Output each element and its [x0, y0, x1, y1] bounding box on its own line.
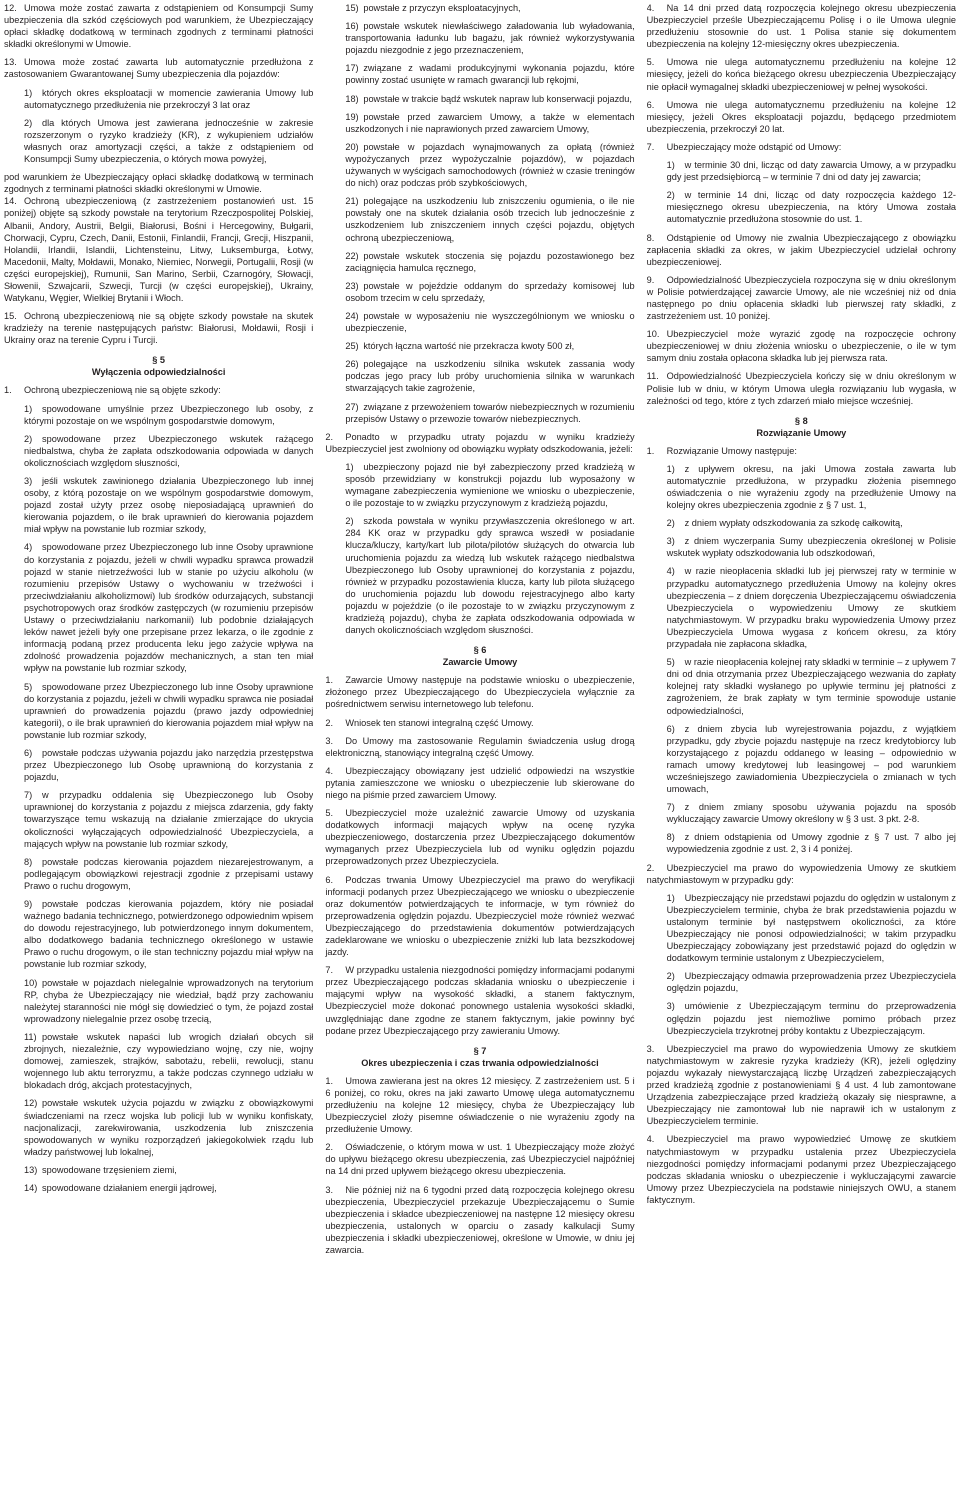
item-number: 25) [345, 341, 359, 352]
paragraph-number: 5. [646, 57, 655, 68]
numbered-paragraph [325, 1141, 634, 1177]
paragraph-text: Umowa może zostać zawarta lub automatycznie przedłużona z zastosowaniem Gwarantowanej Sumy ubezpieczenia dla pojazdów: [4, 57, 314, 80]
paragraph-number: 4. [325, 765, 333, 776]
paragraph-number: 1. [4, 385, 12, 396]
numbered-paragraph [325, 964, 634, 1037]
paragraph-8 [647, 232, 956, 268]
item-text: powstałe wskutek napaści lub wrogich działań obcych sił zbrojnych, niezależnie, czy wypowiedziano wojnę, czy nie, wojny domowej, zamieszek, strajków, sabotażu, rebelii, rewolucji, stanu wojennego lub aktu terroryzmu, a także podczas czynnego udziału w blokadach dróg, akcjach protestacyjnych, [24, 1031, 314, 1091]
paragraph-number: 1. [325, 675, 333, 686]
paragraph-6 [647, 99, 956, 135]
section-heading-6 [325, 644, 634, 668]
list-item [24, 433, 313, 469]
paragraph-text: Ochroną ubezpieczeniową nie są objęte szkody powstałe na skutek kradzieży na terenie następujących państw: Białorusi, Mołdawii, Rosji i Ukrainy oraz na terenie Cypru i Turcji. [4, 311, 314, 346]
paragraph-number: 2. [325, 431, 333, 442]
list-item [24, 403, 313, 427]
paragraph-continuation: pod warunkiem że Ubezpieczający opłaci składkę dodatkową w terminach zgodnych z terminami płatności składki określonymi w Umowie. [4, 172, 314, 195]
paragraph-text: Odpowiedzialność Ubezpieczyciela rozpoczyna się w dniu określonym w Polisie potwierdzającej zawarcie Umowy, ale nie wcześniej niż od dnia następnego po dniu opłacenia składki lub pierwszej raty składki, z zastrzeżeniem ust. 10 poniżej. [646, 274, 956, 322]
section-number: § 6 [473, 645, 487, 656]
list-item [345, 340, 634, 352]
item-text: Ubezpieczający nie przedstawi pojazdu do oględzin w ustalonym z Ubezpieczycielem terminie, chyba że brak przedstawienia pojazdu w ustalonym terminie był następstwem okoliczności, za które Ubezpieczający nie ponosi odpowiedzialności; w takim przypadku Ubezpieczający zobowiązany jest przedstawić pojazd do oględzin w dodatkowym terminie ustalonym z Ubezpieczycielem, [666, 892, 956, 964]
item-number: 20) [345, 141, 359, 152]
item-number: 13) [24, 1164, 38, 1175]
list-item [345, 310, 634, 334]
section-number: § 7 [473, 1045, 487, 1056]
paragraph-number: 2. [325, 717, 333, 728]
paragraph-text: Ubezpieczający może odstąpić od Umowy: [666, 141, 842, 152]
item-text: z dniem zbycia lub wyrejestrowania pojazdu, z wyjątkiem przypadku, gdy zbycie pojazdu następuje na rzecz kredytobiorcy lub korzystającego z pojazdu oddanego w leasing – odpowiednio w ramach umowy kredytowej lub leasingowej – pod warunkiem wcześniejszego zawiadomienia Ubezpieczyciela o zmianach w tych umowach, [666, 723, 956, 795]
paragraph-text: Ubezpieczyciel ma prawo do wypowiedzenia Umowy ze skutkiem natychmiastowym w przypadku gdy: [646, 862, 956, 885]
item-text: powstałe wskutek stoczenia się pojazdu pozostawionego bez zaciągnięcia hamulca ręcznego, [345, 250, 635, 273]
item-number: 7) [666, 802, 675, 813]
list-item [24, 1182, 313, 1194]
paragraph-number: 3. [325, 735, 333, 746]
paragraph-number: 15. [4, 311, 17, 322]
item-text: polegające na uszkodzeniu silnika wskutek zassania wody podczas jego pracy lub próby uruchomienia silnika w warunkach stwarzających takie zagrożenie, [345, 359, 635, 394]
paragraph-text: Ubezpieczyciel ma prawo do wypowiedzenia Umowy ze skutkiem natychmiastowym w zakresie ryzyka kradzieży (KR), jeżeli oględziny pojazdu wykazały niewystarczającą liczbę Urządzeń zabezpieczających przed kradzieżą zgodnie z postanowieniami § 4 ust. 4 lub zamontowane Urządzenia zabezpieczające przed kradzieżą okazały się niesprawne, a Ubezpieczający nie zamontował lub nie naprawił ich w ustalonym z Ubezpieczycielem terminie. [646, 1043, 956, 1127]
item-number: 5) [24, 681, 33, 692]
list-item [667, 970, 956, 994]
paragraph-text: Rozwiązanie Umowy następuje: [666, 445, 797, 456]
item-number: 3) [666, 1001, 675, 1012]
item-number: 6) [24, 747, 33, 758]
item-text: spowodowane działaniem energii jądrowej, [42, 1182, 217, 1193]
item-number: 21) [345, 196, 359, 207]
paragraph-number: 3. [325, 1184, 333, 1195]
list-item [667, 463, 956, 511]
list-item [24, 541, 313, 674]
item-number: 2) [666, 971, 675, 982]
item-number: 24) [345, 310, 359, 321]
section-heading-5 [4, 354, 313, 378]
item-text: Ubezpieczający odmawia przeprowadzenia przez Ubezpieczyciela oględzin pojazdu, [666, 971, 956, 994]
item-text: polegające na uszkodzeniu lub zniszczeniu ogumienia, o ile nie powstały one na skutek działania osób trzecich lub jednocześnie z uszkodzeniem lub zniszczeniem innych części pojazdu, objętych ochroną ubezpieczeniową, [345, 196, 635, 243]
item-text: w terminie 30 dni, licząc od daty zawarcia Umowy, a w przypadku gdy jest przedsiębiorcą – w terminie 7 dni od daty jej zawarcia; [666, 160, 956, 183]
paragraph-number: 6. [646, 99, 655, 110]
list-item [24, 856, 313, 892]
item-number: 16) [345, 21, 359, 32]
list-item [667, 517, 956, 529]
list-item [345, 20, 634, 56]
paragraph-13 [4, 56, 313, 80]
list-item [345, 62, 634, 86]
item-text: powstałe w trakcie bądź wskutek napraw lub konserwacji pojazdu, [363, 93, 632, 104]
item-text: jeśli wskutek zawinionego działania Ubezpieczonego lub innej osoby, z którą pozostaje on we wspólnym gospodarstwie domowym, pojazd został użyty przez osobę nieposiadającą uprawnień do kierowania pojazdem, o ile brak uprawnień do kierowania pojazdem miał wpływ na powstanie lub rozmiar szkody, [24, 476, 314, 535]
item-text: powstałe w pojazdach nielegalnie wprowadzonych na terytorium RP, chyba że Ubezpieczający nie wiedział, bądź przy zachowaniu należytej staranności nie mógł się dowiedzieć o tym, że pojazd został wprowadzony nielegalnie przez osobę trzecią, [24, 977, 314, 1024]
item-text: powstałe z przyczyn eksploatacyjnych, [363, 3, 521, 13]
item-number: 11) [24, 1031, 37, 1042]
numbered-paragraph [325, 1184, 634, 1257]
list-item [345, 358, 634, 394]
item-text: dla których Umowa jest zawierana jednocześnie w zakresie rozszerzonym o ryzyko kradzieży (KR), z wykupieniem udziałów własnych oraz amortyzacji części, a także z odstąpieniem od Konsumpcji Sumy ubezpieczenia, o których mowa powyżej, [24, 117, 314, 165]
paragraph-text: Umowa zawierana jest na okres 12 miesięcy. Z zastrzeżeniem ust. 5 i 6 poniżej, co roku, okres na jaki zawarto Umowę ulega automatycznemu przedłużeniu na kolejne 12 miesięcy, chyba że Ubezpieczający lub Ubezpieczyciel złoży pisemne oświadczenie o nie wyrażeniu zgody na przedłużenie Umowy. [325, 1075, 635, 1135]
list-item [667, 535, 956, 559]
paragraph-9 [647, 274, 956, 322]
item-number: 9) [24, 899, 33, 909]
list-item [345, 111, 634, 135]
list-item [667, 189, 956, 225]
item-number: 27) [345, 401, 359, 412]
paragraph-number: 6. [325, 874, 333, 885]
paragraph-number: 11. [646, 371, 659, 382]
paragraph-5 [647, 56, 956, 92]
list-item [345, 93, 634, 105]
item-text: w razie nieopłacenia składki lub jej pierwszej raty w terminie w przypadku automatycznego przedłużenia Umowy na kolejny okres ubezpieczenia – z dniem doręczenia Ubezpieczającemu oświadczenia Ubezpieczyciela o wypowiedzeniu Umowy ze skutkiem natychmiastowym. W przypadku braku wypowiedzenia Umowy przez Ubezpieczyciela Umowa wygasa z końcem okresu, za który przypadała nie zapłacona składka, [666, 566, 956, 650]
item-text: powstałe w pojeździe oddanym do sprzedaży komisowej lub osobom trzecim w celu sprzedaży, [345, 280, 635, 303]
paragraph-text: Ubezpieczyciel może wyrazić zgodę na rozpoczęcie ochrony ubezpieczeniowej w dniu złożenia wniosku o ubezpieczenie, o ile w tym samym dniu została opłacona składka lub jej pierwsza rata. [646, 329, 956, 364]
column-2 [325, 2, 634, 1497]
paragraph-number: 8. [646, 232, 655, 243]
item-text: spowodowane przez Ubezpieczonego wskutek rażącego niedbalstwa, chyba że zapłata odszkodowania odpowiada w danych okolicznościach względom słuszności, [24, 433, 314, 468]
item-number: 8) [666, 832, 675, 843]
list-item [24, 475, 313, 535]
item-text: których łączna wartość nie przekracza kwoty 500 zł, [363, 341, 575, 352]
item-number: 1) [666, 160, 675, 171]
list-item [345, 250, 634, 274]
numbered-paragraph [325, 674, 634, 710]
exclusions-list [4, 403, 313, 1195]
item-number: 1) [24, 87, 33, 98]
list-item [345, 141, 634, 189]
item-text: z dniem odstąpienia od Umowy zgodnie z § 7 ust. 7 albo jej wypowiedzenia zgodnie z ust. 2, 3 i 4 poniżej. [666, 832, 956, 855]
paragraph-text: Ubezpieczyciel ma prawo wypowiedzieć Umowę ze skutkiem natychmiastowym w przypadku ustalenia przez Ubezpieczyciela niezgodności pomiędzy informacjami podanymi przez Ubezpieczającego podczas składania wniosku o ubezpieczenie i wykluczającymi zawarcie Umowy przez Ubezpieczyciela na podstawie niniejszych OWU, a stanem faktycznym. [646, 1134, 956, 1205]
item-text: powstałe wskutek użycia pojazdu w związku z obowiązkowymi świadczeniami na rzecz wojska lub policji lub w wyniku konfiskaty, nacjonalizacji, zarekwirowania, uszkodzenia lub zniszczenia spowodowanych w wyniku rozporządzeń jakiegokolwiek rządu lub władzy państwowej lub lokalnej, [24, 1098, 314, 1157]
item-number: 7) [24, 790, 33, 801]
paragraph-text: Ponadto w przypadku utraty pojazdu w wyniku kradzieży Ubezpieczyciel jest zwolniony od obowiązku wypłaty odszkodowania, jeżeli: [325, 431, 635, 454]
item-number: 18) [345, 93, 359, 104]
list-item [667, 831, 956, 855]
numbered-paragraph [325, 735, 634, 759]
paragraph-2 [325, 431, 634, 455]
item-text: których okres eksploatacji w momencie zawierania Umowy lub automatycznego przedłużenia nie przekroczył 3 lat oraz [24, 87, 314, 110]
item-number: 4) [24, 542, 33, 553]
item-number: 14) [24, 1182, 38, 1193]
paragraph-text: Na 14 dni przed datą rozpoczęcia kolejnego okresu ubezpieczenia Ubezpieczyciel prześle Ubezpieczającemu Polisę i o ile Umowa ulegnie przedłużeniu stosownie do ust. 1 Polisa stanie się dokumentem ubezpieczenia na kolejny 12-miesięczny okres ubezpieczenia. [646, 3, 956, 50]
item-number: 1) [24, 403, 33, 414]
item-text: szkoda powstała w wyniku przywłaszczenia określonego w art. 284 KK oraz w przypadku gdy sprawca wszedł w posiadanie klucza/kluczy, karty/kart lub pilota/pilotów służących do otwarcia lub uruchomienia pojazdu za wiedzą lub wskutek rażącego niedbalstwa Ubezpieczonego lub Osoby uprawnionej do korzystania z pojazdu, również w przypadku pozostawienia klucza, karty lub pilota służącego do uruchomienia pojazdu lub dowodu rejestracyjnego albo karty pojazdu w pojeździe (o ile pozostaje to w związku przyczynowym z kradzieżą pojazdu), chyba że zapłata odszkodowania odpowiada w danych okolicznościach względom słuszności. [345, 516, 635, 636]
item-text: z dniem wypłaty odszkodowania za szkodę całkowitą, [684, 518, 903, 529]
item-text: spowodowane trzęsieniem ziemi, [42, 1164, 177, 1175]
item-number: 1) [666, 892, 675, 903]
list-item [667, 159, 956, 183]
list-item [667, 801, 956, 825]
paragraph-number: 7. [646, 141, 655, 152]
item-number: 2) [345, 516, 354, 527]
list-item [24, 1097, 313, 1157]
item-number: 3) [666, 536, 675, 547]
paragraph-number: 1. [325, 1075, 333, 1086]
item-text: spowodowane przez Ubezpieczonego lub inne Osoby uprawnione do korzystania z pojazdu, jeżeli w chwili wypadku sprawca prowadził pojazd w stanie nietrzeźwości lub w stanie po użyciu alkoholu (w rozumieniu przepisów Ustawy o wychowaniu w trzeźwości i przeciwdziałaniu alkoholizmowi) lub środków odurzających, substancji psychotropowych oraz środków zastępczych (w rozumieniu przepisów Ustawy o przeciwdziałaniu narkomanii) lub podobnie działających leków nawet jeżeli były one przepisane przez lekarza, o ile zgodnie z informacją podaną przez producenta leku jego zażycie wpływa na zdolność prowadzenia pojazdów mechanicznych, a stan ten miał wpływ na powstanie lub rozmiar szkody, [24, 542, 314, 674]
item-text: związane z przewożeniem towarów niebezpiecznych w rozumieniu przepisów Ustawy o przewozie towarów niebezpiecznych. [345, 401, 635, 424]
list-item [24, 87, 313, 111]
item-text: powstałe wskutek niewłaściwego załadowania lub wyładowania, transportowania ładunku lub bagażu, jak również wykorzystywania pojazdu niezgodnie z jego przeznaczeniem, [345, 21, 635, 56]
section-title: Rozwiązanie Umowy [756, 427, 847, 438]
item-number: 1) [666, 463, 675, 474]
paragraph-text: Umowa nie ulega automatycznemu przedłużeniu na kolejne 12 miesięcy, jeżeli Okres eksploatacji pojazdu, będącego przedmiotem ubezpieczenia, przekroczył 20 lat. [646, 99, 956, 134]
paragraph-text: Ubezpieczyciel może uzależnić zawarcie Umowy od uzyskania dodatkowych informacji mających wpływ na ocenę ryzyka ubezpieczeniowego, dostarczenia przez Ubezpieczającego dokumentów wymaganych przez Ubezpieczyciela lub od wyniku oględzin pojazdu przeprowadzonych przez Ubezpieczyciela. [325, 808, 635, 867]
item-text: spowodowane umyślnie przez Ubezpieczonego lub osoby, z którymi pozostaje on we wspólnym gospodarstwie domowym, [24, 403, 314, 426]
termination-list [647, 463, 956, 856]
paragraph-number: 4. [646, 1134, 655, 1145]
item-number: 6) [666, 723, 675, 734]
paragraph-text: W przypadku ustalenia niezgodności pomiędzy informacjami podanymi przez Ubezpieczającego podczas składania wniosku o ubezpieczenie i mającymi wpływ na wysokość składki, a stanem faktycznym, Ubezpieczyciel może dokonać ponownego ustalenia wysokości składki, uwzględniając dane zgodne ze stanem faktycznym, jakie powinny być podane przez Ubezpieczającego przy zawieraniu Umowy. [325, 965, 635, 1036]
list-item [667, 1000, 956, 1036]
paragraph-text: Do Umowy ma zastosowanie Regulamin świadczenia usług drogą elektroniczną, stanowiący integralną część Umowy. [325, 735, 635, 758]
paragraph-number: 4. [646, 3, 655, 13]
paragraph-text: Ochroną ubezpieczeniową nie są objęte szkody: [24, 385, 221, 396]
paragraph-text: Ochroną ubezpieczeniową (z zastrzeżeniem postanowień ust. 15 poniżej) objęte są szkody powstałe na terytorium Rzeczpospolitej Polskiej, Albanii, Andory, Austrii, Belgii, Białorusi, Bośni i Hercegowiny, Bułgarii, Chorwacji, Cypru, Czech, Danii, Estonii, Finlandii, Francji, Grecji, Hiszpanii, Holandii, Irlandii, Islandii, Lichtensteinu, Litwy, Luksemburga, Łotwy, Macedonii, Malty, Mołdawii, Monako, Niemiec, Norwegii, Portugalii, Rosji (w części europejskiej), Rumunii, San Marino, Serbii, Czarnogóry, Słowacji, Słowenii, Szwajcarii, Szwecji, Turcji (w części europejskiej), Ukrainy, Watykanu, Węgier, Wielkiej Brytanii i Włoch. [4, 196, 314, 304]
list-item [24, 977, 313, 1025]
paragraph-7 [647, 141, 956, 153]
item-text: z dniem wyczerpania Sumy ubezpieczenia określonej w Polisie wskutek wypłaty odszkodowania lub odszkodowań, [666, 536, 956, 559]
item-number: 2) [666, 518, 675, 529]
notice-list [647, 892, 956, 1037]
paragraph-1 [647, 445, 956, 457]
item-text: z upływem okresu, na jaki Umowa została zawarta lub automatycznie przedłużona, w przypadku złożenia pisemnego oświadczenia o nie wyrażeniu zgody na przedłużenie Umowy na kolejny okres ubezpieczenia zgodnie z § 7 ust. 1, [666, 463, 956, 511]
paragraph-15 [4, 310, 313, 346]
item-number: 4) [666, 566, 675, 577]
item-number: 22) [345, 250, 359, 261]
paragraph-number: 10. [646, 329, 660, 340]
item-text: w terminie 14 dni, licząc od daty rozpoczęcia każdego 12-miesięcznego okresu ubezpieczenia, na który Umowa została automatycznie przedłużona stosownie do ust. 1. [666, 190, 956, 225]
paragraph-text: Wniosek ten stanowi integralną część Umowy. [345, 717, 534, 728]
paragraph-14 [4, 195, 313, 304]
paragraph-text: Umowa nie ulega automatycznemu przedłużeniu na kolejne 12 miesięcy, jeżeli do końca bieżącego okresu ubezpieczenia Ubezpieczający nie opłacił wymagalnej składki ubezpieczeniowej w pełnej wysokości. [646, 57, 956, 92]
list-item [24, 117, 313, 165]
paragraph-number: 7. [325, 965, 333, 976]
paragraph-number: 5. [325, 808, 333, 819]
section-7-paragraphs [325, 1075, 634, 1256]
item-text: w przypadku oddalenia się Ubezpieczonego lub Osoby uprawnionej do korzystania z pojazdu z miejsca zdarzenia, gdy fakty towarzyszące temu wskazują na działanie zmierzające do ukrycia okoliczności wyłączających odpowiedzialność Ubezpieczyciela, a mających wpływ na powstanie lub rozmiar szkody, [24, 790, 314, 849]
list-item [667, 565, 956, 650]
item-number: 23) [345, 280, 359, 291]
section-title: Okres ubezpieczenia i czas trwania odpowiedzialności [361, 1057, 599, 1068]
list-item [24, 898, 313, 971]
paragraph-text: Nie później niż na 6 tygodni przed datą rozpoczęcia kolejnego okresu ubezpieczenia, Ubezpieczyciel przekazuje Ubezpieczającemu o Sumie ubezpieczenia i składce ubezpieczeniowej na następne 12 miesięcy okresu ubezpieczenia, ustalonych w oparciu o zasady kalkulacji Sumy ubezpieczenia i składki ubezpieczeniowej, określone w Umowie, w dniu jej zawarcia. [325, 1184, 635, 1255]
numbered-paragraph [325, 807, 634, 867]
numbered-paragraph [325, 765, 634, 801]
list-item [24, 681, 313, 741]
item-text: powstałe w wyposażeniu nie wyszczególnionym we wniosku o ubezpieczenie, [345, 310, 635, 334]
paragraph-text: Odpowiedzialność Ubezpieczyciela kończy się w dniu określonym w Polisie lub w dniu, w którym Umowa uległa rozwiązaniu lub wygasła, w zależności od tego, które z tych zdarzeń miało miejsce wcześniej. [646, 371, 956, 406]
paragraph-text: Podczas trwania Umowy Ubezpieczyciel ma prawo do weryfikacji informacji podanych przez Ubezpieczającego we wniosku o ubezpieczenie oraz dokumentów potwierdzających te informacje, w tym również do przeprowadzenia oględzin pojazdu. Ubezpieczyciel może również wezwać Ubezpieczającego do przedstawienia dokumentów potwierdzających zadeklarowane we wniosku o ubezpieczenie zniżki lub lata bezszkodowej jazdy. [325, 874, 635, 958]
paragraph-11 [647, 370, 956, 406]
item-number: 2) [24, 117, 33, 128]
numbered-paragraph [325, 1075, 634, 1135]
item-number: 8) [24, 856, 33, 867]
item-number: 19) [345, 111, 359, 122]
item-text: powstałe podczas kierowania pojazdem niezarejestrowanym, a podlegającym obowiązkowi rejestracji zgodnie z przepisami ustawy Prawo o ruchu drogowym, [24, 856, 314, 891]
exclusions-list-continued [325, 2, 634, 425]
paragraph-number: 13. [4, 57, 17, 68]
item-text: ubezpieczony pojazd nie był zabezpieczony przed kradzieżą w sposób przewidziany w konstrukcji pojazdu lub wyposażony w wymagane zabezpieczenia wymienione we wniosku o ubezpieczenie, o ile pozostaje to w związku przyczynowym z kradzieżą pojazdu, [345, 461, 635, 509]
paragraph-text: Umowa może zostać zawarta z odstąpieniem od Konsumpcji Sumy ubezpieczenia dla szkód częściowych pod warunkiem, że Ubezpieczający opłaci składkę dodatkową w terminach zgodnych z terminami płatności składki określonymi w Umowie. [4, 3, 314, 50]
list-item [345, 280, 634, 304]
list-item [667, 723, 956, 796]
item-text: powstałe podczas kierowania pojazdem, który nie posiadał ważnego badania technicznego, potwierdzonego odpowiednim wpisem do dowodu rejestracyjnego, lub potwierdzonego innym dokumentem, albo dodatkowego badania technicznego określonego w ustawie Prawo o ruchu drogowym, o ile stan techniczny pojazdu miał wpływ na powstanie lub rozmiar szkody, [24, 899, 314, 970]
item-text: związane z wadami produkcyjnymi wykonania pojazdu, które powinny zostać usunięte w ramach gwarancji lub rękojmi, [345, 63, 635, 86]
section-title: Wyłączenia odpowiedzialności [91, 367, 226, 378]
list-item [345, 515, 634, 636]
item-number: 12) [24, 1098, 38, 1109]
paragraph-number: 1. [646, 445, 655, 456]
list-item [345, 195, 634, 243]
item-number: 15) [345, 3, 359, 13]
paragraph-number: 14. [4, 196, 17, 207]
item-number: 5) [666, 657, 675, 668]
paragraph-number: 2. [325, 1142, 333, 1153]
list-item [667, 656, 956, 716]
item-text: spowodowane przez Ubezpieczonego lub inne Osoby uprawnione do korzystania z pojazdu, jeżeli w chwili wypadku sprawca nie posiadał uprawnień do prowadzenia pojazdu (prawo jazdy odpowiedniej kategorii), o ile brak uprawnień do kierowania pojazdem miał wpływ na powstanie lub rozmiar szkody, [24, 681, 314, 740]
item-number: 1) [345, 461, 354, 472]
paragraph-1 [4, 384, 313, 396]
section-heading-8 [647, 415, 956, 439]
section-number: § 8 [794, 415, 808, 426]
paragraph-text: Odstąpienie od Umowy nie zwalnia Ubezpieczającego z obowiązku zapłacenia składki za okres, w jakim Ubezpieczyciel udzielał ochrony ubezpieczeniowej. [646, 232, 956, 267]
paragraph-3 [647, 1043, 956, 1128]
item-text: w razie nieopłacenia kolejnej raty składki w terminie – z upływem 7 dni od dnia otrzymania przez Ubezpieczającego wezwania do zapłaty kolejnej raty składki wysłanego po upływie terminu jej płatności z zagrożeniem, że brak zapłaty w tym terminie spowoduje ustanie odpowiedzialności, [666, 657, 956, 716]
item-number: 26) [345, 359, 359, 370]
list-item [345, 2, 634, 14]
list-item [345, 461, 634, 509]
list-item [24, 1164, 313, 1176]
list-item [667, 892, 956, 965]
item-text: powstałe podczas używania pojazdu jako narzędzia przestępstwa przez Ubezpieczonego lub Osobę uprawnioną do korzystania z pojazdu, [24, 747, 314, 783]
list-item [24, 789, 313, 849]
numbered-paragraph [325, 874, 634, 959]
item-text: powstałe przed zawarciem Umowy, a także w elementach uszkodzonych i nie naprawionych przed zawarciem Umowy, [345, 111, 635, 134]
section-number: § 5 [152, 355, 166, 366]
paragraph-4 [647, 2, 956, 50]
list-item [24, 747, 313, 783]
list-item [24, 1031, 313, 1091]
item-text: umówienie z Ubezpieczającym terminu do przeprowadzenia oględzin pojazdu jest niemożliwe pomimo próbach przez Ubezpieczyciela trzykrotnej próby kontaktu z Ubezpieczającym. [666, 1001, 956, 1036]
numbered-paragraph [325, 717, 634, 729]
paragraph-text: Ubezpieczający obowiązany jest udzielić odpowiedzi na wszystkie pytania zamieszczone we wniosku o ubezpieczenie lub skierowane do niego na piśmie przed zawarciem Umowy. [325, 765, 635, 800]
paragraph-2 [647, 862, 956, 886]
item-number: 2) [666, 190, 675, 201]
section-title: Zawarcie Umowy [442, 657, 518, 668]
item-number: 2) [24, 433, 33, 444]
section-6-paragraphs [325, 674, 634, 1037]
item-text: z dniem zmiany sposobu używania pojazdu na sposób wykluczający zawarcie Umowy określony w § 3 ust. 3 pkt. 2-8. [666, 802, 956, 825]
paragraph-number: 2. [646, 862, 655, 873]
paragraph-4 [647, 1133, 956, 1206]
paragraph-number: 9. [646, 274, 655, 285]
item-number: 10) [24, 977, 38, 988]
item-text: powstałe w pojazdach wynajmowanych za opłatą (również wypożyczanych przez wypożyczalnie pojazdów), w pojazdach używanych w wyścigach samochodowych (również w czasie treningów do nich) oraz podczas prób szybkościowych, [345, 141, 635, 189]
paragraph-10 [647, 328, 956, 364]
list-item [345, 401, 634, 425]
paragraph-number: 12. [4, 3, 17, 13]
section-heading-7 [325, 1045, 634, 1069]
paragraph-text: Oświadczenie, o którym mowa w ust. 1 Ubezpieczający może złożyć do upływu bieżącego okresu ubezpieczenia, zaś Ubezpieczyciel najpóźniej na 14 dni przed upływem bieżącego okresu ubezpieczenia. [325, 1142, 635, 1177]
paragraph-text: Zawarcie Umowy następuje na podstawie wniosku o ubezpieczenie, złożonego przez Ubezpieczającego do Ubezpieczyciela wyłącznie za pośrednictwem serwisu internetowego lub telefonu. [325, 675, 635, 710]
column-1 [4, 2, 313, 1497]
paragraph-number: 3. [646, 1043, 655, 1054]
item-number: 3) [24, 476, 33, 486]
paragraph-12 [4, 2, 313, 50]
column-3 [647, 2, 956, 1497]
item-number: 17) [345, 63, 359, 74]
